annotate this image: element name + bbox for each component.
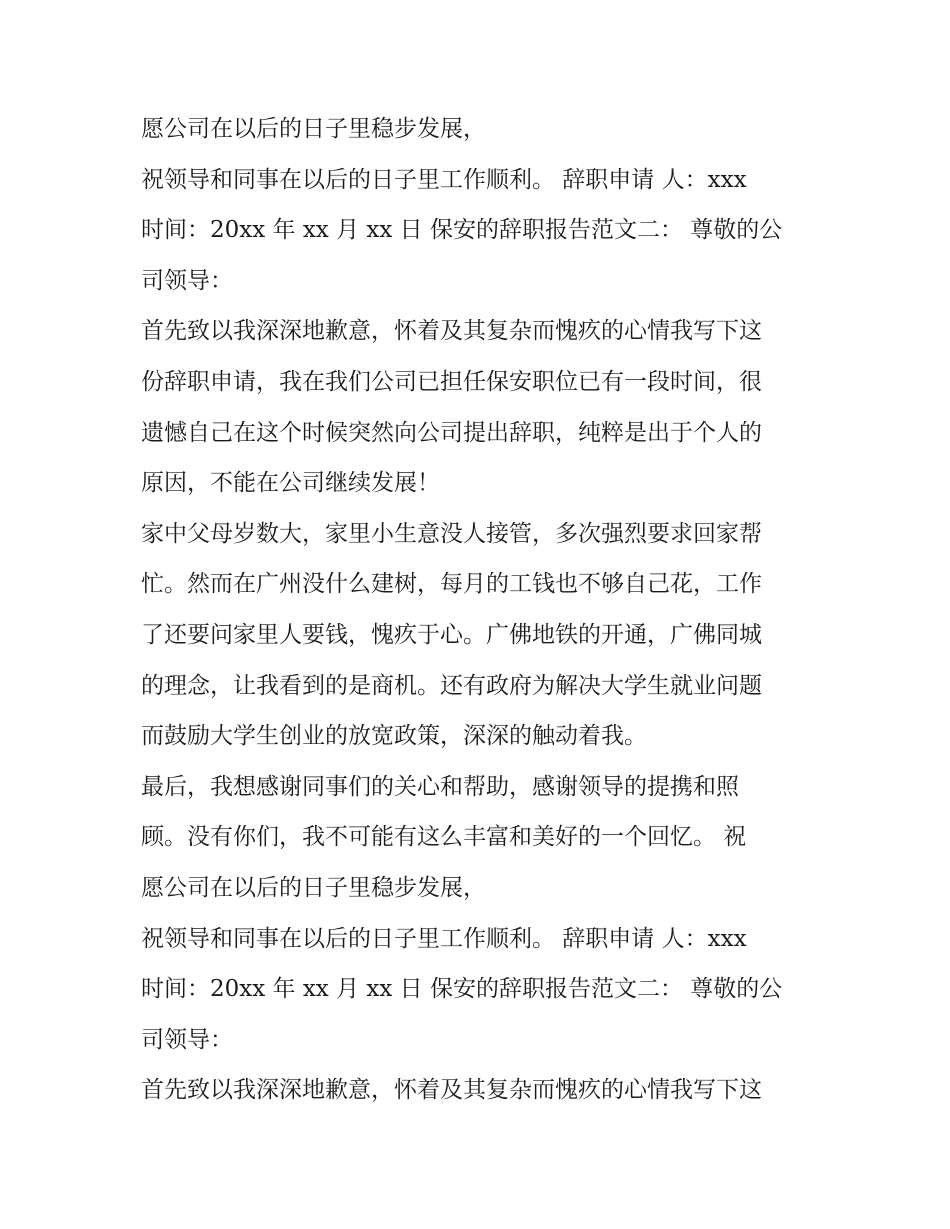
text-line: 首先致以我深深地歉意，怀着及其复杂而愧疚的心情我写下这 [141,1077,762,1104]
text-line: 最后，我想感谢同事们的关心和帮助，感谢领导的提携和照 [141,773,739,800]
text-line: 时间：20xx 年 xx 月 xx 日 保安的辞职报告范文二： 尊敬的公 [141,217,783,244]
text-line: 司领导： [141,1026,233,1053]
text-line: 了还要问家里人要钱，愧疚于心。广佛地铁的开通，广佛同城 [141,621,762,648]
text-line: 顾。没有你们，我不可能有这么丰富和美好的一个回忆。 祝 [141,824,747,851]
text-line: 祝领导和同事在以后的日子里工作顺利。 辞职申请 人：xxx [141,166,747,193]
text-line: 忙。然而在广州没什么建树，每月的工钱也不够自己花，工作 [141,571,762,598]
text-line: 时间：20xx 年 xx 月 xx 日 保安的辞职报告范文二： 尊敬的公 [141,976,783,1003]
text-line: 祝领导和同事在以后的日子里工作顺利。 辞职申请 人：xxx [141,925,747,952]
text-line: 份辞职申请，我在我们公司已担任保安职位已有一段时间，很 [141,368,762,395]
document-body [141,104,821,1116]
text-line: 而鼓励大学生创业的放宽政策，深深的触动着我。 [141,723,647,750]
text-line: 原因，不能在公司继续发展！ [141,470,440,497]
text-line: 愿公司在以后的日子里稳步发展， [141,874,486,901]
text-line: 司领导： [141,267,233,294]
text-line: 家中父母岁数大，家里小生意没人接管，多次强烈要求回家帮 [141,520,762,547]
text-line: 遗憾自己在这个时候突然向公司提出辞职，纯粹是出于个人的 [141,419,762,446]
text-line: 的理念，让我看到的是商机。还有政府为解决大学生就业问题 [141,672,762,699]
text-line: 首先致以我深深地歉意，怀着及其复杂而愧疚的心情我写下这 [141,318,762,345]
text-line: 愿公司在以后的日子里稳步发展， [141,116,486,142]
